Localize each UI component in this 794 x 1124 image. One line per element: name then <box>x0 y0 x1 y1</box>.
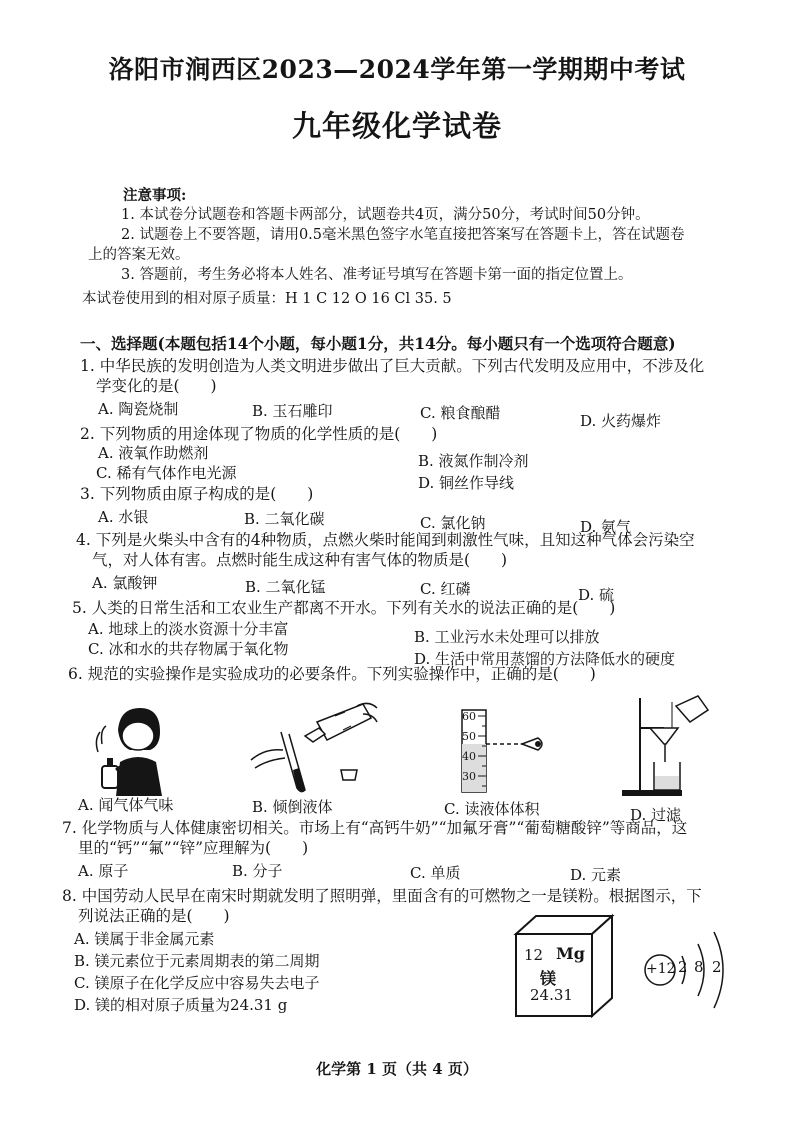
q1-option-d[interactable]: D. 火药爆炸 <box>580 412 662 430</box>
atom-shell-1: 2 <box>678 958 688 976</box>
section-heading: 一、选择题(本题包括14个小题，每小题1分，共14分。每小题只有一个选项符合题意) <box>80 334 676 353</box>
element-card-magnesium <box>512 912 616 1020</box>
q1-line-1: 1. 中华民族的发明创造为人类文明进步做出了巨大贡献。下列古代发明及应用中，不涉及化 <box>80 357 705 375</box>
q6-line-1: 6. 规范的实验操作是实验成功的必要条件。下列实验操作中，正确的是( ) <box>68 665 596 683</box>
q4-option-d[interactable]: D. 硫 <box>578 586 615 604</box>
q7-option-a[interactable]: A. 原子 <box>78 862 129 880</box>
atom-nucleus: +12 <box>646 961 676 977</box>
q1-option-c[interactable]: C. 粮食酿醋 <box>420 404 501 422</box>
q6-option-a[interactable]: A. 闻气体气味 <box>78 796 174 814</box>
q5-option-c[interactable]: C. 冰和水的共存物属于氧化物 <box>88 640 289 658</box>
q4-option-a[interactable]: A. 氯酸钾 <box>92 574 158 592</box>
notice-heading: 注意事项: <box>123 187 187 204</box>
figure-filtration <box>602 692 712 798</box>
atom-shell-3: 2 <box>712 958 722 976</box>
q2-option-d[interactable]: D. 铜丝作导线 <box>418 474 515 492</box>
q3-option-d[interactable]: D. 氨气 <box>580 518 632 536</box>
page-footer: 化学第 1 页（共 4 页） <box>316 1060 478 1078</box>
q7-option-c[interactable]: C. 单质 <box>410 864 461 882</box>
q2-option-a[interactable]: A. 液氧作助燃剂 <box>98 444 209 462</box>
q2-option-b[interactable]: B. 液氮作制冷剂 <box>418 452 529 470</box>
q8-option-c[interactable]: C. 镁原子在化学反应中容易失去电子 <box>74 974 320 992</box>
q5-option-d[interactable]: D. 生活中常用蒸馏的方法降低水的硬度 <box>414 650 676 668</box>
q6-option-d[interactable]: D. 过滤 <box>630 806 682 824</box>
q3-option-a[interactable]: A. 水银 <box>98 508 149 526</box>
q4-option-b[interactable]: B. 二氧化锰 <box>245 578 326 596</box>
q5-line-1: 5. 人类的日常生活和工农业生产都离不开水。下列有关水的说法正确的是( ) <box>72 599 616 617</box>
figure-graduated-cylinder <box>452 706 552 794</box>
q5-option-a[interactable]: A. 地球上的淡水资源十分丰富 <box>88 620 289 638</box>
q2-line-1: 2. 下列物质的用途体现了物质的化学性质的是( ) <box>80 425 438 443</box>
element-symbol: Mg <box>556 944 585 963</box>
cylinder-tick-40: 40 <box>462 750 476 763</box>
q8-line-1: 8. 中国劳动人民早在南宋时期就发明了照明弹，里面含有的可燃物之一是镁粉。根据图示，下 <box>62 887 702 905</box>
cylinder-tick-30: 30 <box>462 770 476 783</box>
notice-line-1: 1. 本试卷分试题卷和答题卡两部分，试题卷共4页，满分50分，考试时间50分钟。 <box>121 207 650 223</box>
q1-option-a[interactable]: A. 陶瓷烧制 <box>98 400 179 418</box>
q7-option-b[interactable]: B. 分子 <box>232 862 283 880</box>
element-name: 镁 <box>540 969 557 988</box>
q1-line-2: 学变化的是( ) <box>96 377 217 395</box>
page-subtitle: 九年级化学试卷 <box>291 109 502 143</box>
q8-option-b[interactable]: B. 镁元素位于元素周期表的第二周期 <box>74 952 320 970</box>
notice-line-3: 3. 答题前，考生务必将本人姓名、准考证号填写在答题卡第一面的指定位置上。 <box>121 267 633 283</box>
q8-line-2: 列说法正确的是( ) <box>78 907 230 925</box>
notice-line-2a: 2. 试题卷上不要答题，请用0.5毫米黑色签字水笔直接把答案写在答题卡上，答在试题卷 <box>121 227 685 243</box>
q7-line-2: 里的“钙”“氟”“锌”应理解为( ) <box>78 839 309 857</box>
notice-line-2b: 上的答案无效。 <box>88 247 190 263</box>
q4-line-1: 4. 下列是火柴头中含有的4种物质，点燃火柴时能闻到刺激性气味，且知这种气体会污染空 <box>76 531 695 549</box>
element-number: 12 <box>524 946 544 964</box>
atom-structure-diagram <box>640 920 750 1020</box>
q3-option-b[interactable]: B. 二氧化碳 <box>244 510 325 528</box>
q8-option-a[interactable]: A. 镁属于非金属元素 <box>74 930 215 948</box>
figure-pour-liquid <box>245 700 380 796</box>
q2-option-c[interactable]: C. 稀有气体作电光源 <box>96 464 237 482</box>
q8-option-d[interactable]: D. 镁的相对原子质量为24.31 g <box>74 996 288 1014</box>
q4-line-2: 气，对人体有害。点燃时能生成这种有害气体的物质是( ) <box>92 551 508 569</box>
q5-option-b[interactable]: B. 工业污水未处理可以排放 <box>414 628 600 646</box>
q6-option-b[interactable]: B. 倾倒液体 <box>252 798 333 816</box>
cylinder-tick-50: 50 <box>462 730 476 743</box>
q3-line-1: 3. 下列物质由原子构成的是( ) <box>80 485 314 503</box>
figure-smell-gas <box>80 700 190 796</box>
q4-option-c[interactable]: C. 红磷 <box>420 580 471 598</box>
q6-option-c[interactable]: C. 读液体体积 <box>444 800 540 818</box>
q3-option-c[interactable]: C. 氯化钠 <box>420 514 486 532</box>
q7-option-d[interactable]: D. 元素 <box>570 866 622 884</box>
atomic-mass-line: 本试卷使用到的相对原子质量：H 1 C 12 O 16 Cl 35. 5 <box>82 291 452 307</box>
q7-line-1: 7. 化学物质与人体健康密切相关。市场上有“高钙牛奶”“加氟牙膏”“葡萄糖酸锌”等商品，这 <box>62 819 688 837</box>
page-title: 洛阳市涧西区2023—2024学年第一学期期中考试 <box>108 55 686 84</box>
cylinder-tick-60: 60 <box>462 710 476 723</box>
q1-option-b[interactable]: B. 玉石雕印 <box>252 402 333 420</box>
element-mass: 24.31 <box>530 986 573 1004</box>
atom-shell-2: 8 <box>694 958 704 976</box>
